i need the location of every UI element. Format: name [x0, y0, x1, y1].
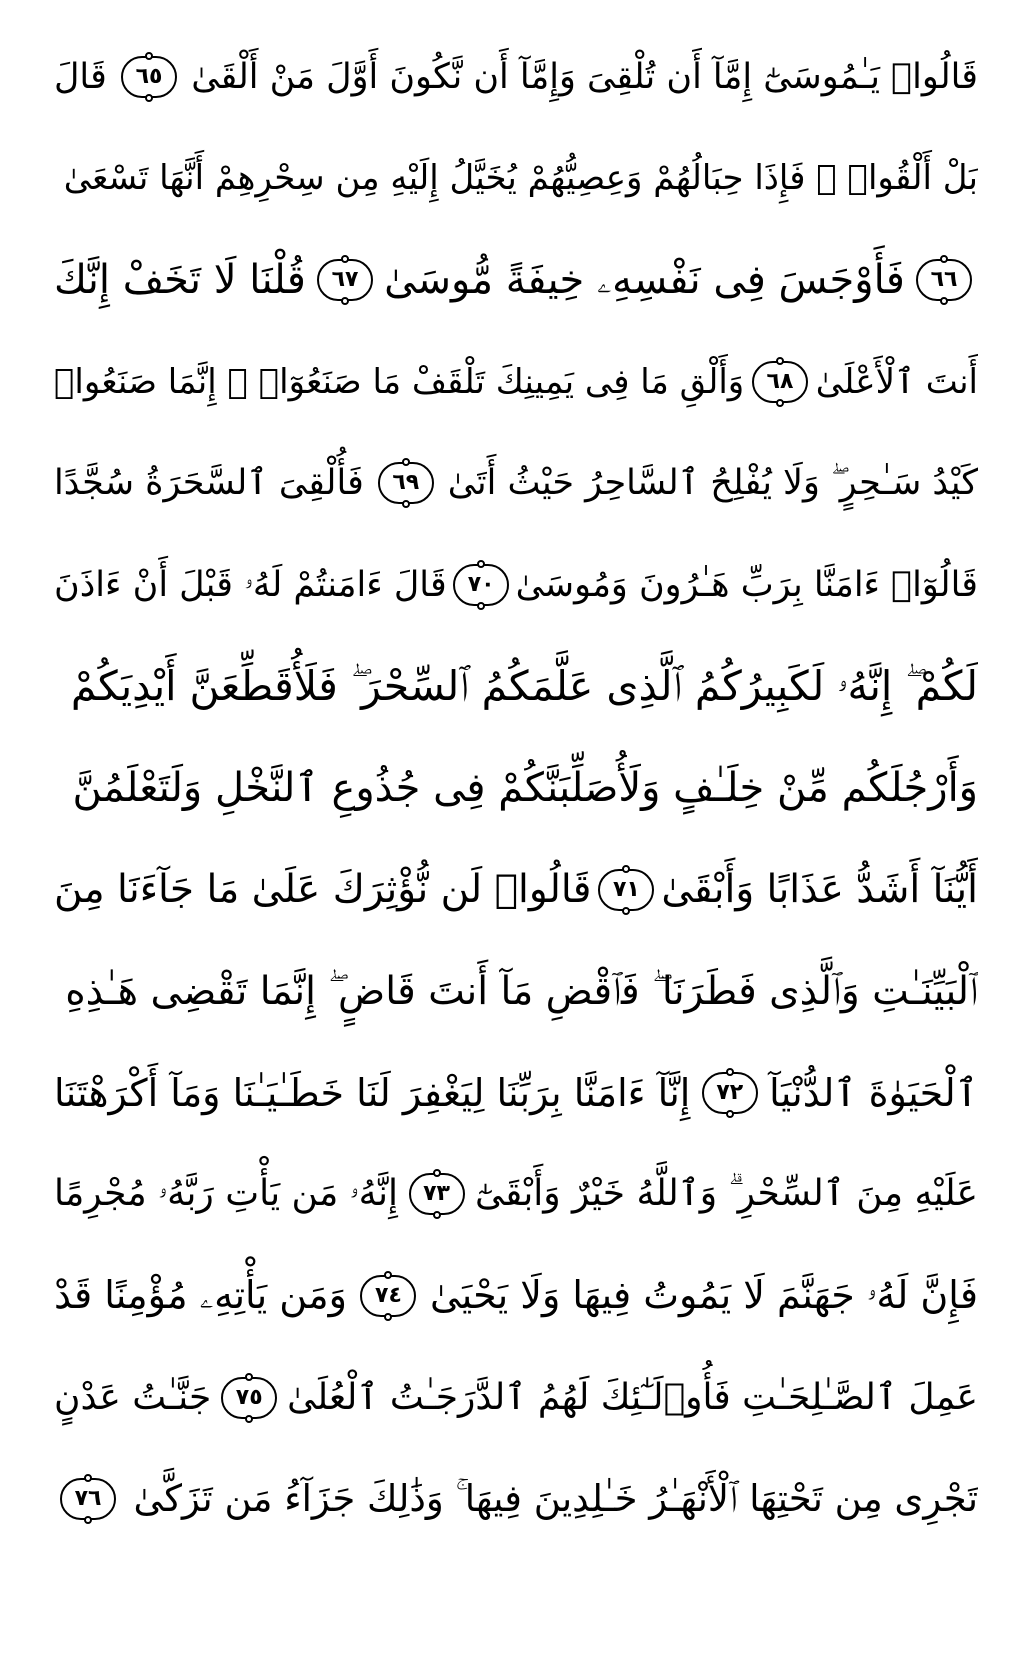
verse-text: قَالُوا۟ يَـٰمُوسَىٰٓ إِمَّآ أَن تُلْقِىَ وَإِمَّآ أَن نَّكُونَ أَوَّلَ مَنْ أَلْقَىٰ [191, 56, 978, 97]
text-line [54, 1347, 978, 1449]
verse-text: جَنَّـٰتُ عَدْنٍ [54, 1377, 212, 1419]
verse-text: قُلْنَا لَا تَخَفْ إِنَّكَ [54, 256, 306, 303]
text-line [54, 26, 978, 128]
verse-text: وَأَرْجُلَكُم مِّنْ خِلَـٰفٍ وَلَأُصَلِّبَنَّكُمْ فِى جُذُوعِ ٱلنَّخْلِ وَلَتَعْلَمُنَّ [72, 764, 978, 811]
text-line [54, 1448, 978, 1550]
ayah-number-marker [916, 259, 972, 301]
ayah-number-marker [453, 564, 509, 606]
verse-text: كَيْدُ سَـٰحِرٍ ۖ وَلَا يُفْلِحُ ٱلسَّاحِرُ حَيْثُ أَتَىٰ [447, 463, 978, 504]
ayah-number-marker [360, 1275, 416, 1317]
ayah-number: ٦٩ [392, 470, 420, 496]
verse-text: فَإِنَّ لَهُۥ جَهَنَّمَ لَا يَمُوتُ فِيهَا وَلَا يَحْيَىٰ [429, 1273, 978, 1318]
verse-text: قَالُوٓا۟ ءَامَنَّا بِرَبِّ هَـٰرُونَ وَمُوسَىٰ [515, 564, 978, 605]
ayah-number: ٧١ [612, 876, 640, 902]
verse-text: قَالَ [54, 56, 107, 97]
text-line [54, 1245, 978, 1347]
ayah-number-marker [409, 1173, 465, 1215]
ayah-number-marker [752, 361, 808, 403]
verse-text: ٱلْبَيِّنَـٰتِ وَٱلَّذِى فَطَرَنَا ۖ فَٱقْضِ مَآ أَنتَ قَاضٍ ۖ إِنَّمَا تَقْضِى هَـٰذِهِ [65, 968, 978, 1014]
ayah-number-marker [598, 869, 654, 911]
text-line [54, 1144, 978, 1246]
verse-text: قَالَ ءَامَنتُمْ لَهُۥ قَبْلَ أَنْ ءَاذَنَ [54, 564, 447, 605]
verse-text: فَأَوْجَسَ فِى نَفْسِهِۦ خِيفَةً مُّوسَىٰ [384, 256, 905, 303]
text-line [54, 534, 978, 636]
ayah-number-marker [317, 259, 373, 301]
verse-text: بَلْ أَلْقُوا۟ ۖ فَإِذَا حِبَالُهُمْ وَعِصِيُّهُمْ يُخَيَّلُ إِلَيْهِ مِن سِحْرِهِمْ أَنَّهَا تَسْعَىٰ [63, 158, 978, 199]
verse-text: وَأَلْقِ مَا فِى يَمِينِكَ تَلْقَفْ مَا صَنَعُوٓا۟ ۖ إِنَّمَا صَنَعُوا۟ [54, 361, 745, 402]
text-line [54, 128, 978, 230]
ayah-number: ٦٥ [135, 63, 163, 89]
verse-text: ٱلْحَيَوٰةَ ٱلدُّنْيَآ [769, 1070, 978, 1115]
verse-text: إِنَّآ ءَامَنَّا بِرَبِّنَا لِيَغْفِرَ لَنَا خَطَـٰيَـٰنَا وَمَآ أَكْرَهْتَنَا [54, 1070, 691, 1115]
verse-text: وَمَن يَأْتِهِۦ مُؤْمِنًا قَدْ [54, 1273, 347, 1318]
verse-text: قَالُوا۟ لَن نُّؤْثِرَكَ عَلَىٰ مَا جَآءَنَا مِنَ [54, 867, 592, 913]
verse-text: فَأُلْقِىَ ٱلسَّحَرَةُ سُجَّدًا [54, 463, 364, 504]
verse-text: عَمِلَ ٱلصَّـٰلِحَـٰتِ فَأُو۟لَـٰٓئِكَ لَهُمُ ٱلدَّرَجَـٰتُ ٱلْعُلَىٰ [287, 1377, 978, 1419]
ayah-number: ٦٨ [766, 368, 794, 394]
text-line [54, 636, 978, 738]
ayah-number: ٧٥ [235, 1384, 263, 1410]
text-line [54, 432, 978, 534]
text-line [54, 229, 978, 331]
ayah-number: ٦٧ [331, 266, 359, 292]
quran-text-block [54, 26, 978, 1550]
text-line [54, 940, 978, 1042]
text-line [54, 1042, 978, 1144]
ayah-number-marker [702, 1072, 758, 1114]
ayah-number-marker [60, 1478, 116, 1520]
ayah-number: ٧٠ [467, 571, 495, 597]
text-line [54, 737, 978, 839]
ayah-number: ٧٢ [716, 1079, 744, 1105]
ayah-number-marker [378, 462, 434, 504]
ayah-number: ٧٤ [375, 1282, 402, 1308]
text-line [54, 331, 978, 433]
text-line [54, 839, 978, 941]
ayah-number-marker [221, 1377, 277, 1419]
verse-text: لَكُمْ ۖ إِنَّهُۥ لَكَبِيرُكُمُ ٱلَّذِى عَلَّمَكُمُ ٱلسِّحْرَ ۖ فَلَأُقَطِّعَنَّ أَيْدِيَكُمْ [70, 661, 978, 710]
verse-text: إِنَّهُۥ مَن يَأْتِ رَبَّهُۥ مُجْرِمًا [54, 1173, 399, 1215]
verse-text: عَلَيْهِ مِنَ ٱلسِّحْرِ ۗ وَٱللَّهُ خَيْرٌ وَأَبْقَىٰٓ [474, 1173, 978, 1215]
ayah-number: ٧٣ [423, 1181, 450, 1207]
verse-text: تَجْرِى مِن تَحْتِهَا ٱلْأَنْهَـٰرُ خَـٰلِدِينَ فِيهَا ۚ وَذَٰلِكَ جَزَآءُ مَن تَزَكَّىٰ [133, 1477, 978, 1521]
verse-text: أَيُّنَآ أَشَدُّ عَذَابًا وَأَبْقَىٰ [661, 867, 978, 913]
verse-text: أَنتَ ٱلْأَعْلَىٰ [815, 362, 978, 403]
ayah-number-marker [121, 56, 177, 98]
ayah-number: ٧٦ [74, 1486, 102, 1512]
ayah-number: ٦٦ [930, 266, 958, 292]
